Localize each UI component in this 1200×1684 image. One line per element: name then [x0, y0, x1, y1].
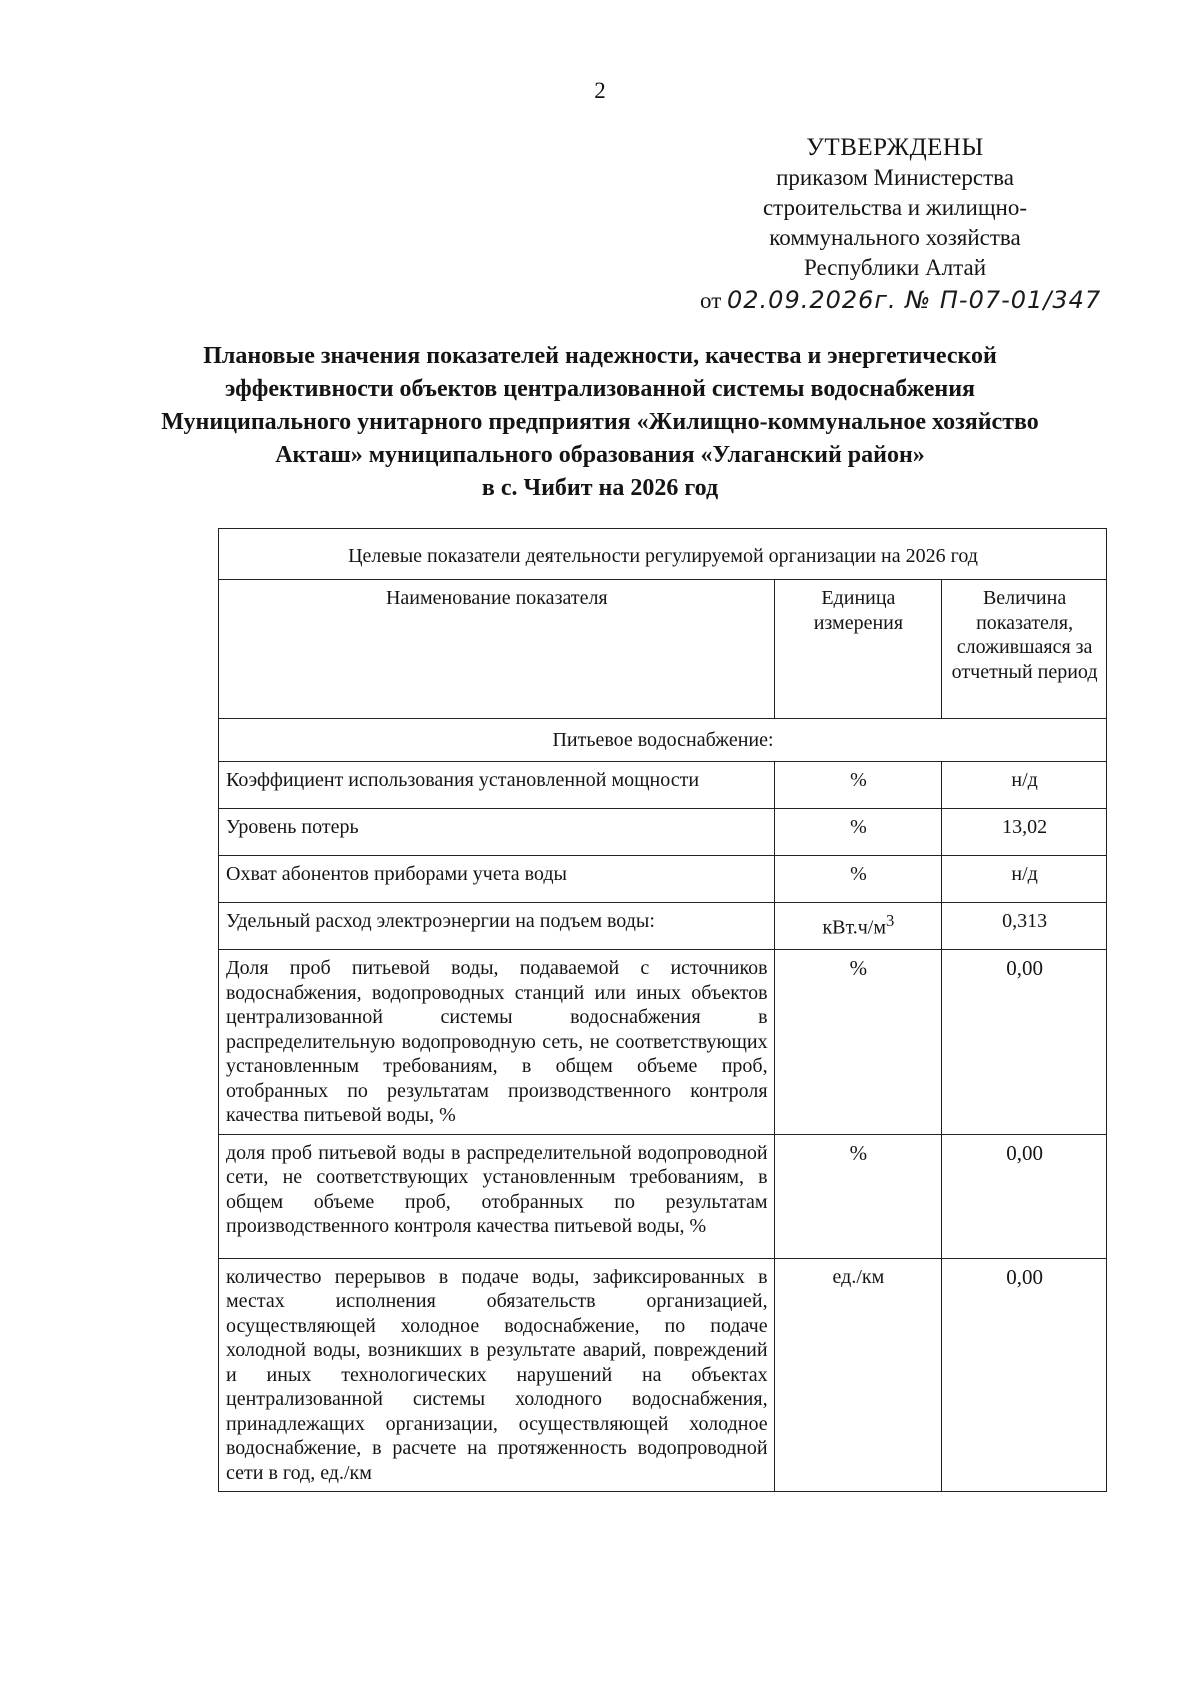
- header-value: Величина показателя, сложившаяся за отчетный период: [942, 580, 1107, 719]
- table-row: [219, 950, 1107, 1135]
- indicator-unit: %: [774, 950, 942, 1135]
- order-reference: [700, 285, 1102, 316]
- page-number: 2: [594, 78, 606, 103]
- order-prefix: от: [700, 288, 722, 313]
- indicator-name: доля проб питьевой воды в распределительной водопроводной сети, не соответствующих установленным требованиям, в общем объеме проб, отобранных по результатам производственного контроля качества питьевой воды, %: [219, 1134, 775, 1258]
- indicator-unit: ед./км: [774, 1258, 942, 1492]
- indicator-value: н/д: [942, 762, 1107, 809]
- table-row: [219, 762, 1107, 809]
- indicator-name: Удельный расход электроэнергии на подъем воды:: [219, 903, 775, 950]
- indicator-unit: %: [774, 809, 942, 856]
- table-caption-row: [219, 529, 1107, 580]
- table-row: [219, 903, 1107, 950]
- indicators-table: [218, 528, 1107, 1492]
- indicator-value: 0,00: [942, 1258, 1107, 1492]
- document-title: [140, 340, 1060, 505]
- section-heading: Питьевое водоснабжение:: [219, 719, 1107, 762]
- title-line: в с. Чибит на 2026 год: [481, 475, 719, 501]
- handwritten-order-number: 02.09.2026г. № П-07-01/347: [727, 286, 1102, 314]
- indicator-unit: %: [774, 856, 942, 903]
- title-line: Муниципального унитарного предприятия «Жилищно-коммунальное хозяйство: [161, 409, 1039, 435]
- approval-line: строительства и жилищно-: [762, 195, 1028, 220]
- approval-line: коммунального хозяйства: [769, 225, 1021, 250]
- unit-text: кВт.ч/м: [822, 916, 887, 939]
- header-name: Наименование показателя: [219, 580, 775, 719]
- indicator-name: Охват абонентов приборами учета воды: [219, 856, 775, 903]
- unit-superscript: 3: [886, 911, 895, 930]
- indicator-unit: %: [774, 1134, 942, 1258]
- indicator-name: количество перерывов в подаче воды, зафиксированных в местах исполнения обязательств организацией, осуществляющей холодное водоснабжение, по подаче холодной воды, возникших в результате аварий, повреждений и иных технологических нарушений на объектах централизованной системы холодного водоснабжения, принадлежащих организации, осуществляющей холодное водоснабжение, в расчете на протяженность водопроводной сети в год, ед./км: [219, 1258, 775, 1492]
- section-row: [219, 719, 1107, 762]
- indicator-unit: %: [774, 762, 942, 809]
- title-line: Акташ» муниципального образования «Улаганский район»: [275, 442, 925, 468]
- title-line: эффективности объектов централизованной системы водоснабжения: [224, 376, 976, 402]
- table-row: [219, 1258, 1107, 1492]
- title-line: Плановые значения показателей надежности, качества и энергетической: [203, 343, 997, 369]
- indicator-value: 0,313: [942, 903, 1107, 950]
- table-caption: Целевые показатели деятельности регулируемой организации на 2026 год: [219, 529, 1107, 580]
- indicator-value: 0,00: [942, 950, 1107, 1135]
- table-row: [219, 1134, 1107, 1258]
- approval-block: [700, 133, 1102, 316]
- approval-line: Республики Алтай: [803, 255, 987, 280]
- approval-title: УТВЕРЖДЕНЫ: [806, 134, 984, 161]
- table-header-row: [219, 580, 1107, 719]
- indicator-name: Коэффициент использования установленной мощности: [219, 762, 775, 809]
- table-row: [219, 856, 1107, 903]
- indicator-unit: [774, 903, 942, 950]
- approval-line: приказом Министерства: [776, 165, 1014, 190]
- indicator-name: Уровень потерь: [219, 809, 775, 856]
- indicator-name: Доля проб питьевой воды, подаваемой с источников водоснабжения, водопроводных станций или иных объектов централизованной системы водоснабжения в распределительную водопроводную сеть, не соответствующих установленным требованиям, в общем объеме проб, отобранных по результатам производственного контроля качества питьевой воды, %: [219, 950, 775, 1135]
- indicator-value: 13,02: [942, 809, 1107, 856]
- indicator-value: н/д: [942, 856, 1107, 903]
- table-row: [219, 809, 1107, 856]
- header-unit: Единица измерения: [774, 580, 942, 719]
- indicator-value: 0,00: [942, 1134, 1107, 1258]
